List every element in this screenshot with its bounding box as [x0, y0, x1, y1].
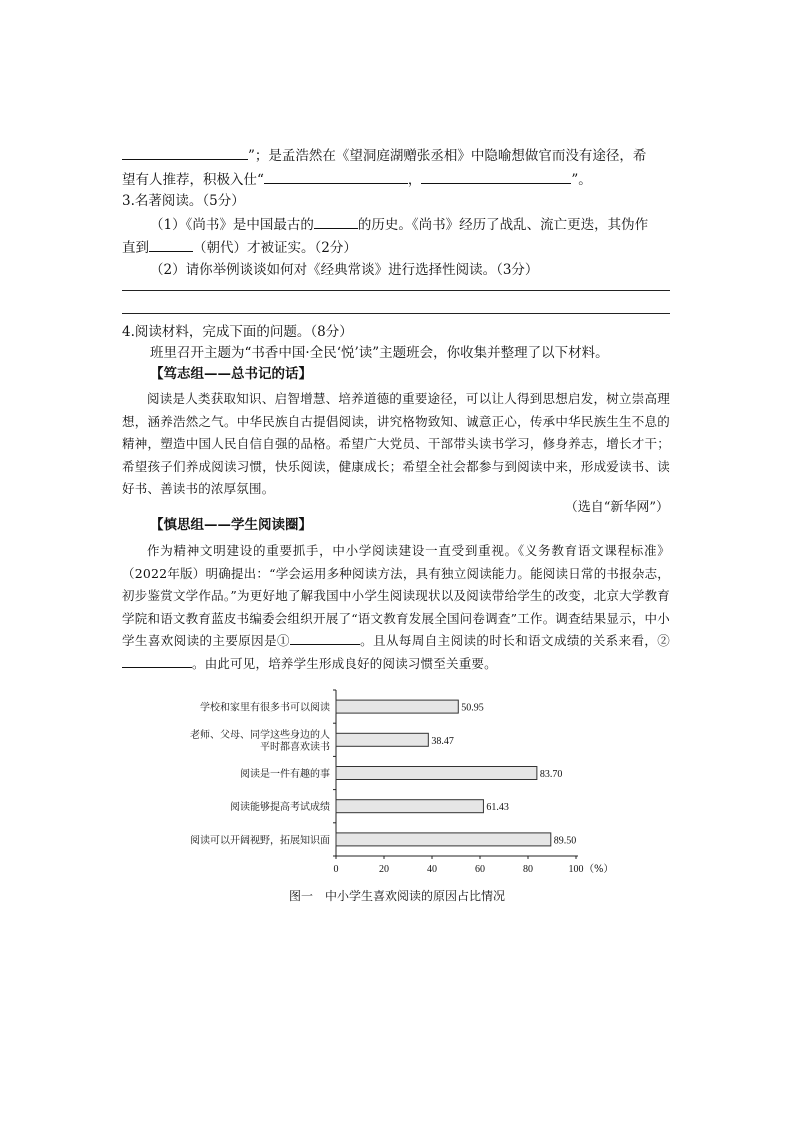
- group2-text: [122, 540, 670, 675]
- x-tick-label: 60: [475, 864, 485, 875]
- group2-heading: 【慎思组——学生阅读圈】: [150, 517, 312, 533]
- answer-blank-1[interactable]: [290, 630, 360, 645]
- bar-value-label: 83.70: [539, 769, 563, 780]
- chart-caption: 图一 中小学生喜欢阅读的原因占比情况: [288, 889, 505, 903]
- group1-heading: 【笃志组——总书记的话】: [150, 366, 312, 382]
- answer-blank[interactable]: [264, 169, 408, 184]
- q3-title: 3.名著阅读。（5分）: [122, 193, 245, 209]
- bar: [336, 733, 428, 746]
- group1-paragraph: [122, 388, 670, 501]
- x-axis-unit: （%）: [584, 864, 614, 875]
- group2-paragraph: [122, 540, 670, 675]
- q3-part2: （2）请你举例谈谈如何对《经典常谈》进行选择性阅读。（3分）: [150, 262, 539, 278]
- q2-text: ”；是孟浩然在《望洞庭湖赠张丞相》中隐喻想做官而没有途径，希: [248, 148, 647, 164]
- answer-blank[interactable]: [122, 145, 248, 160]
- q2-separator: ，: [407, 172, 422, 188]
- category-label: 学校和家里有很多书可以阅读: [200, 702, 330, 714]
- group1-text: 阅读是人类获取知识、启智增慧、培养道德的重要途径，可以让人得到思想启发，树立崇高理想，涵养浩然之气。中华民族自古提倡阅读，讲究格物致知、诚意正心，传承中华民族生生不息的精神，塑造中国人民自信自强的品格。希望广大党员、干部带头读书学习，修身养志，增长才干；希望孩子们养成阅读习惯，快乐阅读，健康成长；希望全社会都参与到阅读中来，形成爱读书、读好书、善读书的浓厚氛围。: [122, 391, 670, 496]
- q2-end: ”。: [571, 172, 592, 188]
- x-tick-label: 40: [427, 864, 437, 875]
- bar: [336, 800, 483, 813]
- answer-blank[interactable]: [314, 214, 358, 229]
- blank-marker-1: ①: [277, 633, 290, 648]
- reading-reasons-bar-chart: [170, 688, 630, 898]
- bar: [336, 767, 537, 780]
- q3-part1-cont: [122, 237, 357, 258]
- q4-intro: 班里召开主题为“书香中国·全民‘悦’读”主题班会，你收集并整理了以下材料。: [150, 345, 609, 361]
- bar-value-label: 89.50: [553, 835, 577, 847]
- answer-blank-2[interactable]: [122, 653, 192, 668]
- bar-value-label: 38.47: [431, 735, 454, 747]
- q2-line-2: [122, 169, 592, 190]
- q3-part1-text: 的历史。《尚书》经历了战乱、流亡更迭，其伪作: [357, 217, 649, 233]
- q2-text: 望有人推荐，积极入仕“: [122, 172, 264, 188]
- category-label: 老师、父母、同学这些身边的人: [190, 729, 330, 741]
- answer-blank[interactable]: [421, 169, 571, 184]
- q2-line-1: [122, 145, 646, 166]
- q3-part1-text: 直到: [122, 240, 149, 256]
- x-tick-label: 80: [523, 864, 533, 875]
- x-tick-label: 20: [379, 864, 389, 875]
- bar: [336, 700, 458, 713]
- bar-value-label: 61.43: [486, 802, 509, 814]
- q3-part1-text: （朝代）才被证实。（2分）: [193, 240, 357, 256]
- answer-line[interactable]: [122, 290, 670, 291]
- category-label: 阅读是一件有趣的事: [240, 769, 330, 780]
- q3-part1-text: （1）《尚书》是中国最古的: [150, 217, 314, 233]
- q3-part1: [150, 214, 648, 235]
- answer-blank[interactable]: [149, 237, 193, 252]
- category-label: 阅读可以开阔视野，拓展知识面: [190, 835, 330, 847]
- bar: [336, 833, 551, 846]
- blank-marker-2: ②: [657, 633, 670, 648]
- group1-source: （选自“新华网”）: [564, 500, 669, 515]
- x-tick-label: 100: [568, 864, 584, 875]
- group2-text-a: 作为精神文明建设的重要抓手，中小学阅读建设一直受到重视。《义务教育语文课程标准》（2022年版）明确提出：“学会运用多种阅读方法，具有独立阅读能力。能阅读日常的书报杂志，初步鉴赏文学作品。”为更好地了解我国中小学生阅读现状以及阅读带给学生的改变，北京大学教育学院和语文教育蓝皮书编委会组织开展了“语文教育发展全国问卷调查”工作。调查结果显示，中小学生喜欢阅读的主要原因是: [122, 543, 670, 648]
- answer-line[interactable]: [122, 313, 670, 314]
- q4-title: 4.阅读材料，完成下面的问题。（8分）: [122, 324, 353, 340]
- group2-text-c: 。由此可见，培养学生形成良好的阅读习惯至关重要。: [192, 655, 497, 671]
- x-tick-label: 0: [333, 864, 339, 875]
- group2-text-b: 。且从每周自主阅读的时长和语文成绩的关系来看，: [359, 633, 658, 648]
- category-label: 阅读能够提高考试成绩: [230, 802, 330, 814]
- bar-value-label: 50.95: [461, 702, 484, 714]
- category-label: 平时都喜欢读书: [260, 741, 330, 753]
